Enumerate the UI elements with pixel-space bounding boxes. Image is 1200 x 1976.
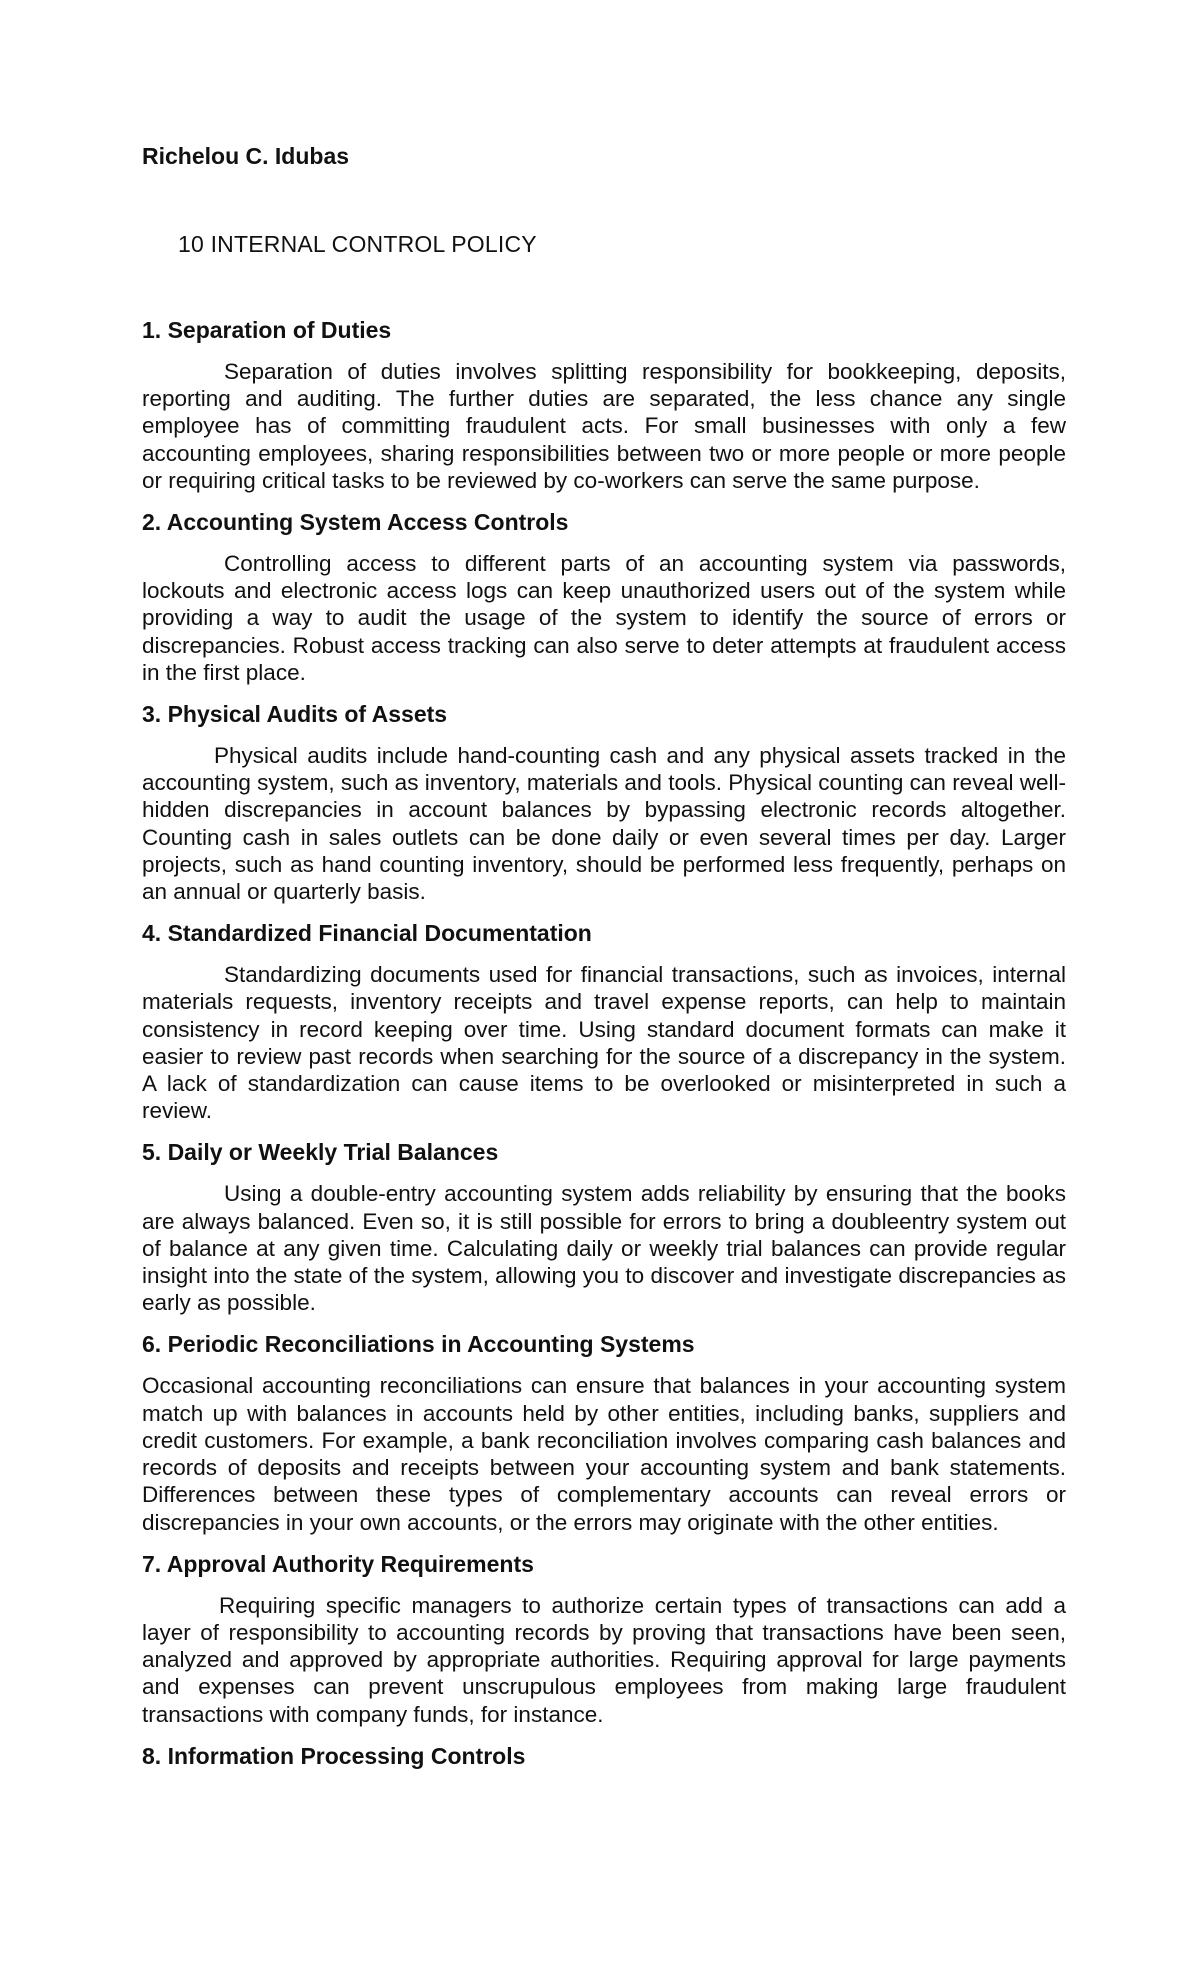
- section-heading: 1. Separation of Duties: [142, 317, 392, 343]
- section-body: Requiring specific managers to authorize certain types of transactions can add a layer of responsibility to accounting records by proving that transactions have been seen, analyzed and approved by appropriate authorities. Requiring approval for large payments and expenses can prevent unscrupulous employees from making large fraudulent transactions with company funds, for instance.: [142, 1592, 1066, 1727]
- section-information-processing: [142, 1742, 1066, 1770]
- section-heading: 7. Approval Authority Requirements: [142, 1550, 534, 1577]
- section-heading: 4. Standardized Financial Documentation: [142, 920, 592, 947]
- section-body: Using a double-entry accounting system adds reliability by ensuring that the books are always balanced. Even so, it is still possible for errors to bring a doubleentry system out of balance at any given time. Calculating daily or weekly trial balances can provide regular insight into the state of the system, allowing you to discover and investigate discrepancies as early as possible.: [142, 1181, 1066, 1316]
- section-body: Standardizing documents used for financial transactions, such as invoices, internal materials requests, inventory receipts and travel expense reports, can help to maintain consistency in record keeping over time. Using standard document formats can make it easier to review past records when searching for the source of a discrepancy in the system. A lack of standardization can cause items to be overlooked or misinterpreted in such a review.: [142, 962, 1066, 1124]
- section-body: Separation of duties involves splitting responsibility for bookkeeping, deposits, reporting and auditing. The further duties are separated, the less chance any single employee has of committing fraudulent acts. For small businesses with only a few accounting employees, sharing responsibilities between two or more people or more people or requiring critical tasks to be reviewed by co-workers can serve the same purpose.: [142, 359, 1066, 493]
- section-body: Occasional accounting reconciliations can ensure that balances in your accounting system match up with balances in accounts held by other entities, including banks, suppliers and credit customers. For example, a bank reconciliation involves comparing cash balances and records of deposits and receipts between your accounting system and bank statements. Differences between these types of complementary accounts can reveal errors or discrepancies in your own accounts, or the errors may originate with the other entities.: [142, 1373, 1066, 1535]
- policy-sections: [142, 316, 1066, 1784]
- section-heading: 3. Physical Audits of Assets: [142, 701, 448, 728]
- section-periodic-reconciliations: [142, 1330, 1066, 1535]
- section-access-controls: [142, 508, 1066, 686]
- section-heading: 2. Accounting System Access Controls: [142, 509, 569, 536]
- section-separation-of-duties: [142, 316, 1066, 494]
- section-standardized-documentation: [142, 919, 1066, 1124]
- section-heading: 8. Information Processing Controls: [142, 1742, 526, 1769]
- section-body: Physical audits include hand-counting cash and any physical assets tracked in the accounting system, such as inventory, materials and tools. Physical counting can reveal well-hidden discrepancies in account balances by bypassing electronic records altogether. Counting cash in sales outlets can be done daily or even several times per day. Larger projects, such as hand counting inventory, should be performed less frequently, perhaps on an annual or quarterly basis.: [142, 743, 1066, 905]
- section-approval-authority: [142, 1550, 1066, 1728]
- author-name: Richelou C. Idubas: [142, 143, 350, 169]
- document-title: 10 INTERNAL CONTROL POLICY: [178, 231, 537, 257]
- section-heading: 6. Periodic Reconciliations in Accounting Systems: [142, 1331, 695, 1358]
- section-physical-audits: [142, 700, 1066, 905]
- section-trial-balances: [142, 1138, 1066, 1316]
- section-body: Controlling access to different parts of an accounting system via passwords, lockouts and electronic access logs can keep unauthorized users out of the system while providing a way to audit the usage of the system to identify the source of errors or discrepancies. Robust access tracking can also serve to deter attempts at fraudulent access in the first place.: [142, 551, 1066, 685]
- section-heading: 5. Daily or Weekly Trial Balances: [142, 1139, 499, 1166]
